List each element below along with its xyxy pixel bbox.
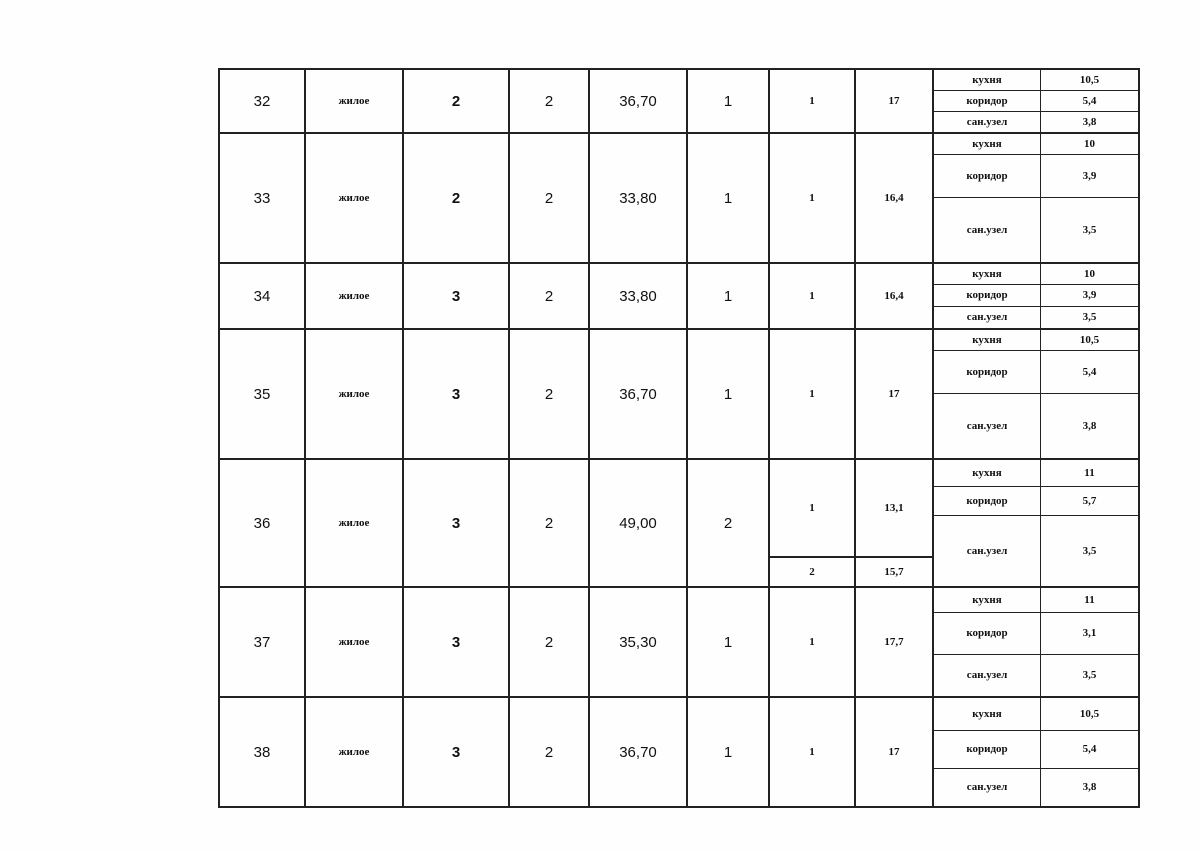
subroom-number: 1 <box>769 459 855 557</box>
room-name: кухня <box>934 460 1041 486</box>
apartment-number: 35 <box>219 329 305 459</box>
subroom-number: 1 <box>769 263 855 329</box>
room-area: 3,9 <box>1041 284 1139 306</box>
auxiliary-rooms-list <box>934 134 1138 262</box>
auxiliary-rooms <box>933 697 1139 807</box>
auxiliary-rooms-list <box>934 460 1138 586</box>
list-item <box>934 330 1138 350</box>
total-area: 36,70 <box>589 697 687 807</box>
room-area: 5,7 <box>1041 486 1139 515</box>
list-item <box>934 486 1138 515</box>
room-area: 3,9 <box>1041 154 1139 197</box>
table-row <box>219 587 1139 697</box>
room-name: коридор <box>934 350 1041 393</box>
table-row <box>219 329 1139 459</box>
floor: 3 <box>403 329 509 459</box>
room-name: коридор <box>934 284 1041 306</box>
list-item <box>934 698 1138 730</box>
room-name: коридор <box>934 730 1041 768</box>
room-count: 1 <box>687 329 769 459</box>
room-name: сан.узел <box>934 654 1041 696</box>
apartment-table <box>218 68 1140 808</box>
floor: 3 <box>403 697 509 807</box>
floor: 2 <box>403 133 509 263</box>
room-area: 3,5 <box>1082 223 1097 236</box>
subroom-area: 16,4 <box>855 263 933 329</box>
room-count: 1 <box>687 69 769 133</box>
auxiliary-rooms <box>933 329 1139 459</box>
room-name: кухня <box>934 330 1041 350</box>
room-name: кухня <box>934 264 1041 284</box>
total-area: 49,00 <box>589 459 687 587</box>
premises-type: жилое <box>305 329 403 459</box>
auxiliary-rooms <box>933 263 1139 329</box>
room-area: 10,5 <box>1041 698 1139 730</box>
room-area: 3,8 <box>1082 781 1097 794</box>
room-name: коридор <box>934 612 1041 654</box>
floor: 3 <box>403 459 509 587</box>
premises-type: жилое <box>305 697 403 807</box>
table-row <box>219 133 1139 263</box>
room-name: сан.узел <box>934 768 1041 806</box>
room-area: 11 <box>1041 460 1139 486</box>
list-item <box>934 730 1138 768</box>
room-name: кухня <box>934 588 1041 612</box>
column-4-value: 2 <box>509 133 589 263</box>
list-item <box>934 154 1138 197</box>
subroom-area: 15,7 <box>855 557 933 587</box>
room-area: 10,5 <box>1041 70 1139 90</box>
auxiliary-rooms <box>933 133 1139 263</box>
column-4-value: 2 <box>509 459 589 587</box>
apartment-number: 38 <box>219 697 305 807</box>
subroom-number: 2 <box>769 557 855 587</box>
auxiliary-rooms <box>933 459 1139 587</box>
subroom-number: 1 <box>769 133 855 263</box>
room-count: 1 <box>687 587 769 697</box>
room-count: 2 <box>687 459 769 587</box>
list-item <box>934 197 1138 262</box>
list-item <box>934 264 1138 284</box>
list-item <box>934 284 1138 306</box>
subroom-area: 13,1 <box>855 459 933 557</box>
table-row <box>219 69 1139 133</box>
room-area: 10 <box>1041 264 1139 284</box>
table-row <box>219 263 1139 329</box>
room-area: 3,1 <box>1041 612 1139 654</box>
subroom-area: 17 <box>855 329 933 459</box>
room-name: коридор <box>934 90 1041 111</box>
room-name: кухня <box>934 70 1041 90</box>
list-item <box>934 460 1138 486</box>
room-area: 3,8 <box>1082 419 1097 432</box>
room-name: коридор <box>934 154 1041 197</box>
list-item <box>934 768 1138 806</box>
total-area: 33,80 <box>589 133 687 263</box>
list-item <box>934 70 1138 90</box>
list-item <box>934 306 1138 328</box>
list-item <box>934 134 1138 154</box>
room-count: 1 <box>687 263 769 329</box>
apartment-number: 32 <box>219 69 305 133</box>
table-row <box>219 459 1139 557</box>
total-area: 33,80 <box>589 263 687 329</box>
subroom-number: 1 <box>769 587 855 697</box>
room-area: 11 <box>1041 588 1139 612</box>
room-name: сан.узел <box>934 197 1041 262</box>
auxiliary-rooms-list <box>934 264 1138 328</box>
total-area: 36,70 <box>589 69 687 133</box>
room-area: 3,5 <box>1082 669 1097 682</box>
room-area: 10 <box>1041 134 1139 154</box>
room-area: 5,4 <box>1041 90 1139 111</box>
column-4-value: 2 <box>509 329 589 459</box>
apartment-number: 37 <box>219 587 305 697</box>
room-area: 3,8 <box>1082 115 1097 128</box>
room-count: 1 <box>687 697 769 807</box>
auxiliary-rooms <box>933 587 1139 697</box>
premises-type: жилое <box>305 263 403 329</box>
auxiliary-rooms-list <box>934 698 1138 806</box>
premises-type: жилое <box>305 459 403 587</box>
auxiliary-rooms-list <box>934 588 1138 696</box>
subroom-number: 1 <box>769 329 855 459</box>
list-item <box>934 515 1138 586</box>
total-area: 35,30 <box>589 587 687 697</box>
room-area: 10,5 <box>1041 330 1139 350</box>
room-name: сан.узел <box>934 306 1041 328</box>
apartment-number: 36 <box>219 459 305 587</box>
subroom-area: 16,4 <box>855 133 933 263</box>
list-item <box>934 90 1138 111</box>
table-row <box>219 697 1139 807</box>
subroom-area: 17 <box>855 697 933 807</box>
premises-type: жилое <box>305 133 403 263</box>
subroom-number: 1 <box>769 697 855 807</box>
premises-type: жилое <box>305 69 403 133</box>
room-name: кухня <box>934 698 1041 730</box>
list-item <box>934 111 1138 132</box>
list-item <box>934 654 1138 696</box>
column-4-value: 2 <box>509 697 589 807</box>
room-name: коридор <box>934 486 1041 515</box>
room-name: сан.узел <box>934 515 1041 586</box>
column-4-value: 2 <box>509 69 589 133</box>
column-4-value: 2 <box>509 587 589 697</box>
room-area: 3,5 <box>1082 544 1097 557</box>
list-item <box>934 393 1138 458</box>
list-item <box>934 612 1138 654</box>
room-name: сан.узел <box>934 111 1041 132</box>
apartment-number: 33 <box>219 133 305 263</box>
list-item <box>934 588 1138 612</box>
floor: 2 <box>403 69 509 133</box>
room-area: 5,4 <box>1041 730 1139 768</box>
premises-type: жилое <box>305 587 403 697</box>
floor: 3 <box>403 263 509 329</box>
auxiliary-rooms-list <box>934 70 1138 132</box>
room-count: 1 <box>687 133 769 263</box>
room-name: сан.узел <box>934 393 1041 458</box>
room-area: 5,4 <box>1041 350 1139 393</box>
subroom-area: 17 <box>855 69 933 133</box>
list-item <box>934 350 1138 393</box>
subroom-area: 17,7 <box>855 587 933 697</box>
room-name: кухня <box>934 134 1041 154</box>
floor: 3 <box>403 587 509 697</box>
apartment-number: 34 <box>219 263 305 329</box>
total-area: 36,70 <box>589 329 687 459</box>
column-4-value: 2 <box>509 263 589 329</box>
auxiliary-rooms <box>933 69 1139 133</box>
subroom-number: 1 <box>769 69 855 133</box>
room-area: 3,5 <box>1082 311 1097 324</box>
auxiliary-rooms-list <box>934 330 1138 458</box>
